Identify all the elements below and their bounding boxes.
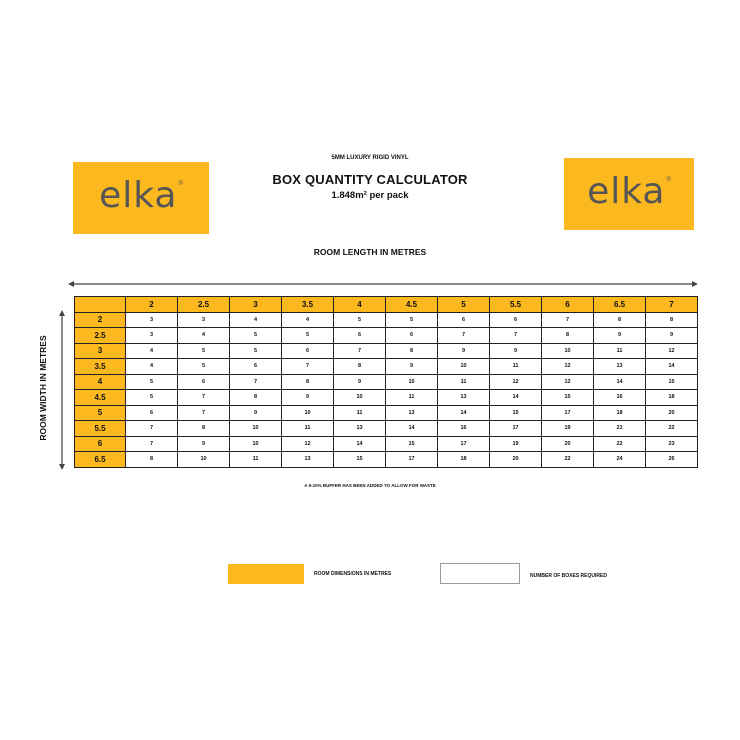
width-header-cell: 6.5 bbox=[75, 452, 126, 468]
box-count-cell: 12 bbox=[282, 436, 334, 452]
box-count-cell: 8 bbox=[386, 343, 438, 359]
box-count-cell: 6 bbox=[178, 374, 230, 390]
box-count-cell: 22 bbox=[646, 421, 698, 437]
box-count-cell: 10 bbox=[282, 405, 334, 421]
box-count-cell: 8 bbox=[646, 312, 698, 328]
corner-cell bbox=[75, 297, 126, 313]
box-count-cell: 7 bbox=[438, 328, 490, 344]
table-row bbox=[75, 312, 698, 328]
box-count-cell: 23 bbox=[646, 436, 698, 452]
box-count-cell: 19 bbox=[542, 421, 594, 437]
box-count-cell: 14 bbox=[438, 405, 490, 421]
box-count-cell: 9 bbox=[594, 328, 646, 344]
table-row bbox=[75, 421, 698, 437]
table-row bbox=[75, 343, 698, 359]
box-count-cell: 5 bbox=[282, 328, 334, 344]
box-count-cell: 12 bbox=[490, 374, 542, 390]
width-header-cell: 5.5 bbox=[75, 421, 126, 437]
table-row bbox=[75, 328, 698, 344]
box-count-cell: 14 bbox=[490, 390, 542, 406]
box-count-cell: 22 bbox=[594, 436, 646, 452]
legend-swatch-dimensions bbox=[228, 564, 304, 584]
box-count-cell: 12 bbox=[542, 359, 594, 375]
box-count-cell: 20 bbox=[542, 436, 594, 452]
width-header-cell: 3.5 bbox=[75, 359, 126, 375]
box-count-cell: 9 bbox=[282, 390, 334, 406]
box-count-cell: 11 bbox=[594, 343, 646, 359]
box-count-cell: 10 bbox=[438, 359, 490, 375]
box-count-cell: 16 bbox=[438, 421, 490, 437]
product-name: 5MM LUXURY RIGID VINYL bbox=[331, 155, 409, 161]
box-count-cell: 8 bbox=[230, 390, 282, 406]
length-header-cell: 5 bbox=[438, 297, 490, 313]
length-header-cell: 4.5 bbox=[386, 297, 438, 313]
box-count-cell: 9 bbox=[334, 374, 386, 390]
box-count-cell: 17 bbox=[542, 405, 594, 421]
box-count-cell: 3 bbox=[126, 312, 178, 328]
box-count-cell: 18 bbox=[594, 405, 646, 421]
box-count-cell: 15 bbox=[542, 390, 594, 406]
box-count-cell: 7 bbox=[230, 374, 282, 390]
box-count-cell: 9 bbox=[646, 328, 698, 344]
box-count-cell: 10 bbox=[230, 436, 282, 452]
box-count-cell: 14 bbox=[594, 374, 646, 390]
box-count-cell: 7 bbox=[490, 328, 542, 344]
box-count-cell: 13 bbox=[386, 405, 438, 421]
length-axis-label: ROOM LENGTH IN METRES bbox=[313, 247, 427, 257]
box-count-cell: 9 bbox=[490, 343, 542, 359]
box-count-cell: 6 bbox=[126, 405, 178, 421]
page-title: BOX QUANTITY CALCULATOR bbox=[272, 172, 468, 187]
length-header-cell: 5.5 bbox=[490, 297, 542, 313]
length-header-cell: 7 bbox=[646, 297, 698, 313]
width-header-cell: 4 bbox=[75, 374, 126, 390]
length-header-cell: 2.5 bbox=[178, 297, 230, 313]
table-row bbox=[75, 374, 698, 390]
box-count-cell: 9 bbox=[178, 436, 230, 452]
table-row bbox=[75, 452, 698, 468]
box-count-cell: 16 bbox=[594, 390, 646, 406]
box-count-cell: 24 bbox=[594, 452, 646, 468]
box-count-cell: 19 bbox=[490, 436, 542, 452]
box-count-cell: 11 bbox=[282, 421, 334, 437]
length-header-cell: 6 bbox=[542, 297, 594, 313]
box-count-cell: 5 bbox=[334, 312, 386, 328]
box-count-cell: 17 bbox=[386, 452, 438, 468]
box-count-cell: 6 bbox=[490, 312, 542, 328]
box-count-cell: 8 bbox=[178, 421, 230, 437]
table-row bbox=[75, 390, 698, 406]
box-count-cell: 6 bbox=[230, 359, 282, 375]
box-count-cell: 6 bbox=[438, 312, 490, 328]
pack-coverage: 1.848m² per pack bbox=[331, 190, 409, 201]
width-header-cell: 6 bbox=[75, 436, 126, 452]
box-count-cell: 5 bbox=[230, 328, 282, 344]
width-arrow bbox=[57, 310, 67, 470]
width-header-cell: 2.5 bbox=[75, 328, 126, 344]
box-count-cell: 17 bbox=[438, 436, 490, 452]
width-header-cell: 4.5 bbox=[75, 390, 126, 406]
header-row bbox=[75, 297, 698, 313]
width-header-cell: 2 bbox=[75, 312, 126, 328]
box-count-cell: 14 bbox=[334, 436, 386, 452]
box-count-cell: 10 bbox=[334, 390, 386, 406]
table-row bbox=[75, 436, 698, 452]
box-count-cell: 14 bbox=[646, 359, 698, 375]
box-count-cell: 7 bbox=[334, 343, 386, 359]
registered-mark: ® bbox=[178, 181, 183, 187]
box-count-cell: 14 bbox=[386, 421, 438, 437]
width-axis-label: ROOM WIDTH IN METRES bbox=[38, 335, 48, 441]
registered-mark: ® bbox=[666, 177, 671, 183]
box-count-cell: 7 bbox=[126, 421, 178, 437]
box-count-cell: 6 bbox=[386, 328, 438, 344]
legend-label-boxes: NUMBER OF BOXES REQUIRED bbox=[530, 573, 607, 579]
table-row bbox=[75, 405, 698, 421]
box-count-cell: 15 bbox=[490, 405, 542, 421]
length-header-cell: 3 bbox=[230, 297, 282, 313]
box-count-cell: 13 bbox=[594, 359, 646, 375]
length-header-cell: 3.5 bbox=[282, 297, 334, 313]
box-quantity-table bbox=[74, 296, 698, 468]
width-header-cell: 3 bbox=[75, 343, 126, 359]
box-count-cell: 21 bbox=[594, 421, 646, 437]
box-count-cell: 8 bbox=[282, 374, 334, 390]
box-count-cell: 13 bbox=[334, 421, 386, 437]
box-count-cell: 10 bbox=[386, 374, 438, 390]
waste-buffer-note: A 5-10% BUFFER HAS BEEN ADDED TO ALLOW FOR WASTE bbox=[304, 483, 436, 488]
box-count-cell: 11 bbox=[334, 405, 386, 421]
box-count-cell: 12 bbox=[646, 343, 698, 359]
box-count-cell: 5 bbox=[126, 374, 178, 390]
box-count-cell: 5 bbox=[178, 359, 230, 375]
box-count-cell: 8 bbox=[126, 452, 178, 468]
box-count-cell: 8 bbox=[542, 328, 594, 344]
box-count-cell: 11 bbox=[490, 359, 542, 375]
box-count-cell: 3 bbox=[126, 328, 178, 344]
box-count-cell: 15 bbox=[334, 452, 386, 468]
box-count-cell: 12 bbox=[542, 374, 594, 390]
legend-label-dimensions: ROOM DIMENSIONS IN METRES bbox=[314, 571, 392, 577]
box-count-cell: 9 bbox=[386, 359, 438, 375]
box-count-cell: 5 bbox=[386, 312, 438, 328]
box-count-cell: 22 bbox=[542, 452, 594, 468]
logo-wordmark: elka bbox=[99, 175, 178, 216]
box-count-cell: 7 bbox=[282, 359, 334, 375]
box-count-cell: 10 bbox=[178, 452, 230, 468]
logo-wordmark: elka bbox=[587, 171, 666, 212]
box-count-cell: 10 bbox=[230, 421, 282, 437]
box-count-cell: 3 bbox=[178, 312, 230, 328]
box-count-cell: 4 bbox=[178, 328, 230, 344]
box-count-cell: 8 bbox=[334, 359, 386, 375]
box-count-cell: 6 bbox=[334, 328, 386, 344]
box-count-cell: 7 bbox=[126, 436, 178, 452]
box-count-cell: 15 bbox=[646, 374, 698, 390]
box-count-cell: 5 bbox=[178, 343, 230, 359]
box-count-cell: 7 bbox=[178, 390, 230, 406]
box-count-cell: 4 bbox=[230, 312, 282, 328]
box-count-cell: 26 bbox=[646, 452, 698, 468]
box-count-cell: 4 bbox=[126, 343, 178, 359]
box-count-cell: 11 bbox=[438, 374, 490, 390]
width-header-cell: 5 bbox=[75, 405, 126, 421]
box-count-cell: 6 bbox=[282, 343, 334, 359]
box-count-cell: 11 bbox=[386, 390, 438, 406]
length-arrow bbox=[68, 279, 698, 289]
box-count-cell: 13 bbox=[282, 452, 334, 468]
box-count-cell: 10 bbox=[542, 343, 594, 359]
length-header-cell: 2 bbox=[126, 297, 178, 313]
box-count-cell: 11 bbox=[230, 452, 282, 468]
legend-swatch-boxes bbox=[440, 563, 520, 584]
box-count-cell: 17 bbox=[490, 421, 542, 437]
box-count-cell: 9 bbox=[438, 343, 490, 359]
box-count-cell: 15 bbox=[386, 436, 438, 452]
box-count-cell: 7 bbox=[542, 312, 594, 328]
box-count-cell: 5 bbox=[126, 390, 178, 406]
box-count-cell: 7 bbox=[178, 405, 230, 421]
box-count-cell: 5 bbox=[230, 343, 282, 359]
box-count-cell: 4 bbox=[126, 359, 178, 375]
box-count-cell: 20 bbox=[646, 405, 698, 421]
box-count-cell: 18 bbox=[646, 390, 698, 406]
table-row bbox=[75, 359, 698, 375]
box-count-cell: 20 bbox=[490, 452, 542, 468]
box-count-cell: 18 bbox=[438, 452, 490, 468]
box-count-cell: 9 bbox=[230, 405, 282, 421]
length-header-cell: 6.5 bbox=[594, 297, 646, 313]
box-count-cell: 13 bbox=[438, 390, 490, 406]
box-count-cell: 4 bbox=[282, 312, 334, 328]
box-count-cell: 8 bbox=[594, 312, 646, 328]
length-header-cell: 4 bbox=[334, 297, 386, 313]
